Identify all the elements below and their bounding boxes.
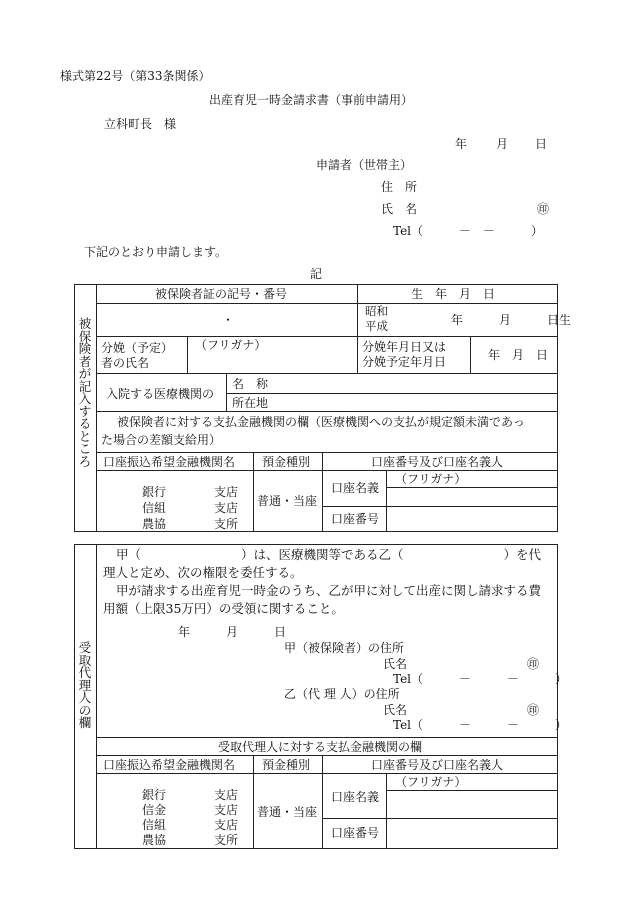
proxy-payment-header: 受取代理人に対する支払金融機関の欄 [218,740,423,754]
proxy-bank-line: 信組 支店 [142,818,239,832]
intro-text: 下記のとおり申請します。 [84,245,228,259]
deposit-type: 普通・当座 [257,494,318,508]
ko-name-label: 氏名 [383,657,408,671]
hospital-name-label: 名 称 [232,377,269,391]
era-showa: 昭和 [365,304,388,318]
date-month-label: 月 [496,137,509,151]
proxy-deposit-type-header: 預金種別 [262,758,311,772]
account-furigana: （フリガナ） [395,472,467,486]
otsu-tel: Tel（ － － ） [393,718,568,732]
addressee: 立科町長 様 [104,117,177,131]
ko-tel: Tel（ － － ） [393,672,568,686]
seal-mark: ㊞ [537,202,550,216]
date-year-label: 年 [455,137,468,151]
delivery-date-label-2: 分娩予定年月日 [362,355,447,369]
proxy-para-1: 甲（ ）は、医療機関等である乙（ ）を代理人と定め、次の権限を委任する。 [103,547,542,580]
account-number-label: 口座番号 [331,512,380,526]
section1-side-label: 被保険者が記入するところ [78,316,92,469]
otsu-name-label: 氏名 [383,703,408,717]
form-title: 出産育児一時金請求書（事前申請用） [209,93,414,107]
ki-label: 記 [310,267,323,281]
applicant-address-label: 住 所 [381,180,418,194]
delivery-name-label-2: 者の氏名 [101,356,150,370]
proxy-account-number-label: 口座番号 [331,826,380,840]
delivery-name-label-1: 分娩（予定） [101,341,174,355]
applicant-label: 申請者（世帯主） [316,158,413,172]
otsu-address-label: 乙（代 理 人）の住所 [284,687,400,701]
form-number: 様式第22号（第33条関係） [60,69,211,83]
bank-line: 銀行 支店 [142,485,239,499]
delivery-date-label-1: 分娩年月日又は [362,340,447,354]
bank-header: 口座振込希望金融機関名 [103,455,236,469]
payment-note-1: 被保険者に対する支払金融機関の欄（医療機関への支払が規定額未満であっ [117,415,525,429]
proxy-date-ymd: 年 月 日 [178,625,287,639]
dob-label: 生 年 月 日 [411,287,496,301]
payment-note-2: た場合の差額支給用） [101,433,222,447]
delivery-ymd: 年 月 日 [488,348,549,362]
section2-side-label: 受取代理人の欄 [78,640,92,730]
proxy-deposit-type: 普通・当座 [257,805,318,819]
applicant-name-label: 氏 名 [381,202,418,216]
proxy-para-2: 甲が請求する出産育児一時金のうち、乙が甲に対して出産に関し請求する費用額（上限35万円）の受領に関すること。 [103,583,542,616]
insurance-no-label: 被保険者証の記号・番号 [155,287,288,301]
proxy-account-name-label: 口座名義 [331,790,380,804]
era-heisei: 平成 [365,319,388,333]
dob-ymd: 年 月 日生 [451,313,572,327]
bank-line: 信組 支店 [142,501,239,515]
proxy-bank-line: 農協 支所 [142,833,239,847]
delivery-furigana: （フリガナ） [195,338,267,352]
ko-address-label: 甲（被保険者）の住所 [284,641,405,655]
bank-line: 農協 支所 [142,517,239,531]
proxy-bank-line: 信金 支店 [142,803,239,817]
proxy-bank-line: 銀行 支店 [142,788,239,802]
proxy-account-header: 口座番号及び口座名義人 [371,758,504,772]
applicant-tel: Tel（ － － ） [393,224,544,238]
deposit-type-header: 預金種別 [262,455,311,469]
date-day-label: 日 [535,137,548,151]
hospital-label: 入院する医療機関の [106,387,215,401]
account-header: 口座番号及び口座名義人 [371,455,504,469]
proxy-account-furigana: （フリガナ） [395,775,467,789]
hospital-address-label: 所在地 [232,396,269,410]
ko-seal: ㊞ [527,657,540,671]
insurance-no-dot: ・ [222,313,235,327]
account-name-label: 口座名義 [331,481,380,495]
otsu-seal: ㊞ [527,703,540,717]
proxy-bank-header: 口座振込希望金融機関名 [103,758,236,772]
